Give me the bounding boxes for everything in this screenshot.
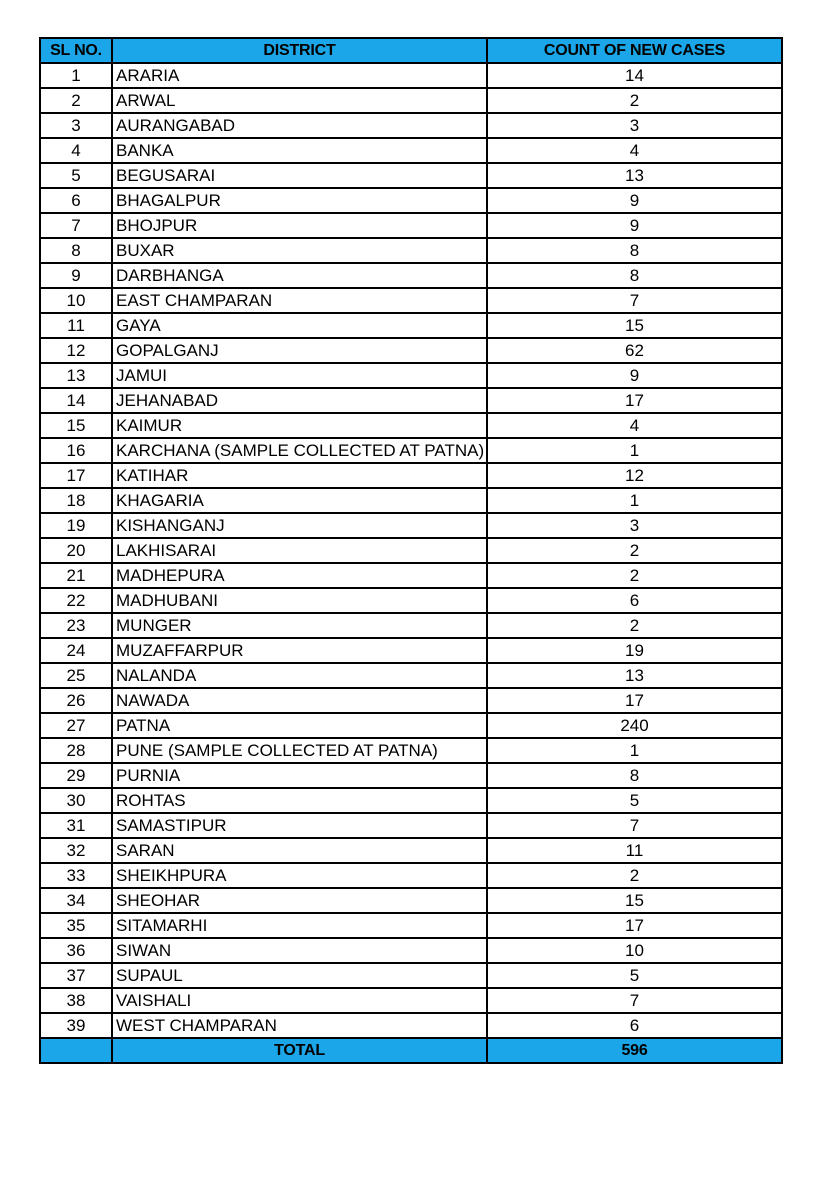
- table-row: [40, 813, 782, 838]
- row-count: 17: [487, 388, 782, 413]
- table-row: [40, 63, 782, 88]
- table-row: [40, 213, 782, 238]
- row-district: ARWAL: [112, 88, 487, 113]
- row-count: 1: [487, 488, 782, 513]
- row-count: 5: [487, 788, 782, 813]
- row-count: 19: [487, 638, 782, 663]
- row-sl-no: 23: [40, 613, 112, 638]
- row-count: 6: [487, 588, 782, 613]
- row-sl-no: 12: [40, 338, 112, 363]
- row-district: WEST CHAMPARAN: [112, 1013, 487, 1038]
- header-district: DISTRICT: [112, 38, 487, 63]
- row-sl-no: 1: [40, 63, 112, 88]
- row-count: 1: [487, 438, 782, 463]
- row-district: MUZAFFARPUR: [112, 638, 487, 663]
- row-district: MADHEPURA: [112, 563, 487, 588]
- header-sl-no: SL NO.: [40, 38, 112, 63]
- row-district: ARARIA: [112, 63, 487, 88]
- table-row: [40, 788, 782, 813]
- table-row: [40, 988, 782, 1013]
- row-district: GOPALGANJ: [112, 338, 487, 363]
- row-district: BEGUSARAI: [112, 163, 487, 188]
- table-row: [40, 88, 782, 113]
- table-row: [40, 663, 782, 688]
- table-footer: [40, 1038, 782, 1063]
- row-count: 240: [487, 713, 782, 738]
- table-row: [40, 238, 782, 263]
- row-sl-no: 13: [40, 363, 112, 388]
- row-district: BHAGALPUR: [112, 188, 487, 213]
- row-count: 4: [487, 413, 782, 438]
- table-row: [40, 638, 782, 663]
- table-row: [40, 113, 782, 138]
- table-row: [40, 263, 782, 288]
- row-district: MADHUBANI: [112, 588, 487, 613]
- row-district: SIWAN: [112, 938, 487, 963]
- table-row: [40, 438, 782, 463]
- row-count: 13: [487, 163, 782, 188]
- row-sl-no: 31: [40, 813, 112, 838]
- row-sl-no: 33: [40, 863, 112, 888]
- row-count: 3: [487, 513, 782, 538]
- row-sl-no: 2: [40, 88, 112, 113]
- row-count: 12: [487, 463, 782, 488]
- row-district: SITAMARHI: [112, 913, 487, 938]
- row-district: SHEOHAR: [112, 888, 487, 913]
- row-count: 2: [487, 863, 782, 888]
- table-row: [40, 888, 782, 913]
- row-count: 14: [487, 63, 782, 88]
- table-row: [40, 913, 782, 938]
- table-row: [40, 763, 782, 788]
- row-count: 7: [487, 288, 782, 313]
- row-count: 4: [487, 138, 782, 163]
- row-count: 15: [487, 888, 782, 913]
- table-header: [40, 38, 782, 63]
- row-count: 8: [487, 763, 782, 788]
- row-district: JEHANABAD: [112, 388, 487, 413]
- table-row: [40, 388, 782, 413]
- row-district: NALANDA: [112, 663, 487, 688]
- row-count: 9: [487, 188, 782, 213]
- row-sl-no: 28: [40, 738, 112, 763]
- table-row: [40, 563, 782, 588]
- row-district: AURANGABAD: [112, 113, 487, 138]
- row-district: SHEIKHPURA: [112, 863, 487, 888]
- row-sl-no: 10: [40, 288, 112, 313]
- row-sl-no: 22: [40, 588, 112, 613]
- row-count: 2: [487, 563, 782, 588]
- row-sl-no: 29: [40, 763, 112, 788]
- row-count: 3: [487, 113, 782, 138]
- total-row: [40, 1038, 782, 1063]
- row-sl-no: 7: [40, 213, 112, 238]
- row-count: 15: [487, 313, 782, 338]
- total-count: 596: [487, 1038, 782, 1063]
- table-row: [40, 863, 782, 888]
- row-count: 8: [487, 263, 782, 288]
- row-district: GAYA: [112, 313, 487, 338]
- row-count: 2: [487, 613, 782, 638]
- table-row: [40, 413, 782, 438]
- total-sl-cell: [40, 1038, 112, 1063]
- row-sl-no: 24: [40, 638, 112, 663]
- row-sl-no: 35: [40, 913, 112, 938]
- row-sl-no: 5: [40, 163, 112, 188]
- row-count: 17: [487, 913, 782, 938]
- row-sl-no: 15: [40, 413, 112, 438]
- row-district: VAISHALI: [112, 988, 487, 1013]
- row-count: 11: [487, 838, 782, 863]
- table-row: [40, 838, 782, 863]
- row-count: 1: [487, 738, 782, 763]
- table-row: [40, 313, 782, 338]
- row-sl-no: 30: [40, 788, 112, 813]
- row-sl-no: 32: [40, 838, 112, 863]
- row-sl-no: 17: [40, 463, 112, 488]
- row-sl-no: 25: [40, 663, 112, 688]
- header-count: COUNT OF NEW CASES: [487, 38, 782, 63]
- header-row: [40, 38, 782, 63]
- table-row: [40, 613, 782, 638]
- table-row: [40, 488, 782, 513]
- row-district: EAST CHAMPARAN: [112, 288, 487, 313]
- table-row: [40, 163, 782, 188]
- table-row: [40, 138, 782, 163]
- row-district: MUNGER: [112, 613, 487, 638]
- row-district: BHOJPUR: [112, 213, 487, 238]
- row-sl-no: 34: [40, 888, 112, 913]
- table-row: [40, 363, 782, 388]
- row-district: PUNE (SAMPLE COLLECTED AT PATNA): [112, 738, 487, 763]
- row-sl-no: 4: [40, 138, 112, 163]
- row-sl-no: 37: [40, 963, 112, 988]
- row-sl-no: 9: [40, 263, 112, 288]
- row-district: SAMASTIPUR: [112, 813, 487, 838]
- row-district: BUXAR: [112, 238, 487, 263]
- row-district: DARBHANGA: [112, 263, 487, 288]
- row-count: 2: [487, 88, 782, 113]
- table-row: [40, 688, 782, 713]
- row-count: 9: [487, 213, 782, 238]
- row-count: 8: [487, 238, 782, 263]
- table-row: [40, 588, 782, 613]
- table-row: [40, 538, 782, 563]
- row-sl-no: 27: [40, 713, 112, 738]
- row-sl-no: 26: [40, 688, 112, 713]
- row-district: LAKHISARAI: [112, 538, 487, 563]
- row-district: KHAGARIA: [112, 488, 487, 513]
- row-district: JAMUI: [112, 363, 487, 388]
- row-sl-no: 18: [40, 488, 112, 513]
- row-count: 62: [487, 338, 782, 363]
- row-sl-no: 11: [40, 313, 112, 338]
- table-row: [40, 938, 782, 963]
- row-sl-no: 21: [40, 563, 112, 588]
- row-count: 7: [487, 813, 782, 838]
- row-district: KISHANGANJ: [112, 513, 487, 538]
- row-sl-no: 20: [40, 538, 112, 563]
- total-label: TOTAL: [112, 1038, 487, 1063]
- row-sl-no: 14: [40, 388, 112, 413]
- table-body: [40, 63, 782, 1038]
- row-district: ROHTAS: [112, 788, 487, 813]
- row-sl-no: 19: [40, 513, 112, 538]
- row-district: SARAN: [112, 838, 487, 863]
- table-row: [40, 513, 782, 538]
- row-count: 9: [487, 363, 782, 388]
- row-sl-no: 6: [40, 188, 112, 213]
- table-row: [40, 1013, 782, 1038]
- table-row: [40, 338, 782, 363]
- row-count: 5: [487, 963, 782, 988]
- row-count: 10: [487, 938, 782, 963]
- row-district: KATIHAR: [112, 463, 487, 488]
- district-cases-table: [39, 37, 783, 1064]
- table-row: [40, 738, 782, 763]
- row-sl-no: 8: [40, 238, 112, 263]
- table-row: [40, 188, 782, 213]
- row-count: 17: [487, 688, 782, 713]
- row-count: 6: [487, 1013, 782, 1038]
- row-district: PATNA: [112, 713, 487, 738]
- row-district: KARCHANA (SAMPLE COLLECTED AT PATNA): [112, 438, 487, 463]
- table-row: [40, 288, 782, 313]
- row-sl-no: 16: [40, 438, 112, 463]
- row-district: NAWADA: [112, 688, 487, 713]
- row-sl-no: 39: [40, 1013, 112, 1038]
- row-count: 2: [487, 538, 782, 563]
- row-sl-no: 3: [40, 113, 112, 138]
- table-row: [40, 963, 782, 988]
- table-row: [40, 713, 782, 738]
- row-district: PURNIA: [112, 763, 487, 788]
- row-count: 7: [487, 988, 782, 1013]
- row-sl-no: 36: [40, 938, 112, 963]
- row-district: KAIMUR: [112, 413, 487, 438]
- row-district: BANKA: [112, 138, 487, 163]
- row-district: SUPAUL: [112, 963, 487, 988]
- row-sl-no: 38: [40, 988, 112, 1013]
- row-count: 13: [487, 663, 782, 688]
- table-row: [40, 463, 782, 488]
